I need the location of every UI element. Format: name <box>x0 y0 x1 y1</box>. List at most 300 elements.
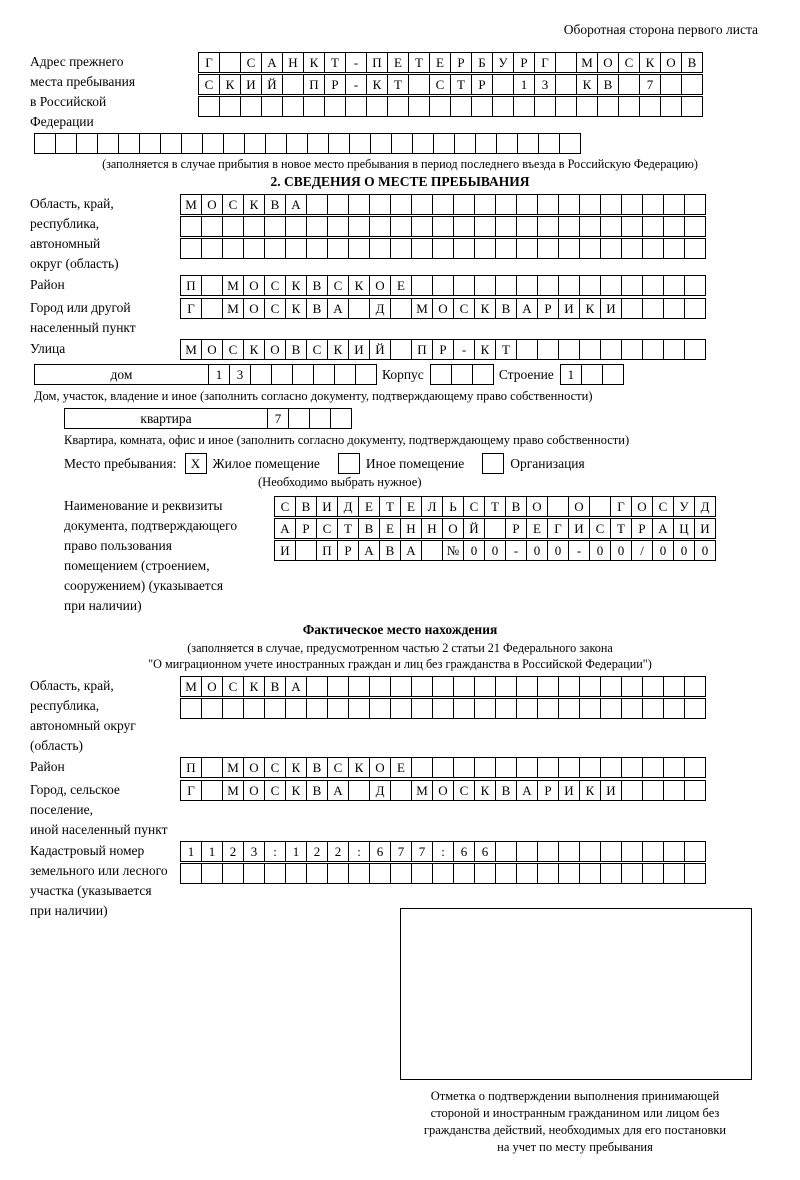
char-cell[interactable] <box>642 194 664 215</box>
char-cell[interactable]: С <box>618 52 640 73</box>
char-cell[interactable]: 1 <box>201 841 223 862</box>
char-cell[interactable] <box>496 133 518 154</box>
char-cell[interactable] <box>201 698 223 719</box>
char-cell[interactable] <box>684 841 706 862</box>
char-cell[interactable] <box>516 194 538 215</box>
char-cell[interactable] <box>600 216 622 237</box>
char-cell[interactable] <box>219 52 241 73</box>
char-cell[interactable] <box>474 194 496 215</box>
char-cell[interactable] <box>600 863 622 884</box>
char-cell[interactable] <box>558 863 580 884</box>
char-cell[interactable]: 1 <box>560 364 582 385</box>
char-cell[interactable]: Е <box>390 275 412 296</box>
char-cell[interactable] <box>642 216 664 237</box>
char-cell[interactable] <box>222 863 244 884</box>
char-cell[interactable] <box>313 364 335 385</box>
char-cell[interactable] <box>516 757 538 778</box>
char-cell[interactable]: А <box>516 298 538 319</box>
char-cell[interactable] <box>201 757 223 778</box>
char-cell[interactable] <box>261 96 283 117</box>
char-cell[interactable]: К <box>219 74 241 95</box>
char-cell[interactable] <box>642 238 664 259</box>
char-cell[interactable] <box>282 96 304 117</box>
char-cell[interactable] <box>118 133 140 154</box>
char-cell[interactable]: С <box>589 518 611 539</box>
char-cell[interactable] <box>642 298 664 319</box>
char-cell[interactable] <box>474 238 496 259</box>
char-cell[interactable]: К <box>366 74 388 95</box>
char-cell[interactable] <box>286 133 308 154</box>
char-cell[interactable]: И <box>558 780 580 801</box>
char-cell[interactable] <box>534 96 556 117</box>
char-cell[interactable]: 0 <box>463 540 485 561</box>
char-cell[interactable]: / <box>631 540 653 561</box>
char-cell[interactable]: О <box>631 496 653 517</box>
char-cell[interactable] <box>180 863 202 884</box>
char-cell[interactable] <box>579 841 601 862</box>
char-cell[interactable]: Т <box>484 496 506 517</box>
char-cell[interactable] <box>660 96 682 117</box>
char-cell[interactable] <box>285 863 307 884</box>
char-cell[interactable] <box>579 275 601 296</box>
char-cell[interactable]: Г <box>534 52 556 73</box>
char-cell[interactable] <box>579 676 601 697</box>
char-cell[interactable] <box>474 698 496 719</box>
char-cell[interactable] <box>453 275 475 296</box>
char-cell[interactable] <box>516 841 538 862</box>
char-cell[interactable] <box>579 194 601 215</box>
char-cell[interactable]: 0 <box>610 540 632 561</box>
char-cell[interactable]: К <box>285 298 307 319</box>
char-cell[interactable] <box>454 133 476 154</box>
char-cell[interactable]: С <box>264 780 286 801</box>
char-cell[interactable]: 2 <box>222 841 244 862</box>
char-cell[interactable]: Д <box>337 496 359 517</box>
char-cell[interactable] <box>684 194 706 215</box>
char-cell[interactable]: : <box>348 841 370 862</box>
char-cell[interactable]: П <box>316 540 338 561</box>
char-cell[interactable]: Е <box>526 518 548 539</box>
char-cell[interactable]: Е <box>358 496 380 517</box>
char-cell[interactable]: Р <box>505 518 527 539</box>
char-cell[interactable] <box>471 96 493 117</box>
char-cell[interactable] <box>327 698 349 719</box>
char-cell[interactable] <box>495 216 517 237</box>
char-cell[interactable] <box>240 96 262 117</box>
char-cell[interactable]: И <box>600 298 622 319</box>
char-cell[interactable] <box>600 275 622 296</box>
char-cell[interactable] <box>516 238 538 259</box>
char-cell[interactable]: О <box>243 780 265 801</box>
char-cell[interactable] <box>411 863 433 884</box>
char-cell[interactable]: 0 <box>547 540 569 561</box>
char-cell[interactable] <box>537 863 559 884</box>
char-cell[interactable] <box>412 133 434 154</box>
char-cell[interactable] <box>684 238 706 259</box>
char-cell[interactable] <box>684 275 706 296</box>
grid-row[interactable] <box>180 863 705 884</box>
char-cell[interactable] <box>303 96 325 117</box>
char-cell[interactable] <box>602 364 624 385</box>
char-cell[interactable]: М <box>180 676 202 697</box>
char-cell[interactable] <box>516 339 538 360</box>
char-cell[interactable]: С <box>240 52 262 73</box>
char-cell[interactable] <box>663 194 685 215</box>
char-cell[interactable] <box>453 194 475 215</box>
char-cell[interactable]: И <box>274 540 296 561</box>
char-cell[interactable]: М <box>576 52 598 73</box>
char-cell[interactable] <box>327 238 349 259</box>
char-cell[interactable] <box>516 676 538 697</box>
char-cell[interactable] <box>453 698 475 719</box>
char-cell[interactable]: В <box>379 540 401 561</box>
char-cell[interactable]: - <box>345 74 367 95</box>
street-grid[interactable] <box>180 339 705 360</box>
char-cell[interactable]: С <box>306 339 328 360</box>
char-cell[interactable] <box>453 238 475 259</box>
char-cell[interactable] <box>537 339 559 360</box>
char-cell[interactable] <box>390 298 412 319</box>
char-cell[interactable]: К <box>639 52 661 73</box>
char-cell[interactable]: А <box>327 298 349 319</box>
flat-cells[interactable] <box>267 408 351 429</box>
char-cell[interactable] <box>271 364 293 385</box>
char-cell[interactable] <box>475 133 497 154</box>
char-cell[interactable] <box>621 194 643 215</box>
char-cell[interactable] <box>639 96 661 117</box>
char-cell[interactable] <box>642 698 664 719</box>
char-cell[interactable]: Г <box>180 780 202 801</box>
char-cell[interactable] <box>411 216 433 237</box>
char-cell[interactable] <box>472 364 494 385</box>
char-cell[interactable] <box>432 238 454 259</box>
char-cell[interactable] <box>576 96 598 117</box>
char-cell[interactable]: М <box>411 298 433 319</box>
char-cell[interactable]: М <box>411 780 433 801</box>
char-cell[interactable] <box>387 96 409 117</box>
char-cell[interactable] <box>495 238 517 259</box>
char-cell[interactable] <box>513 96 535 117</box>
char-cell[interactable] <box>202 133 224 154</box>
char-cell[interactable] <box>684 863 706 884</box>
char-cell[interactable] <box>663 863 685 884</box>
char-cell[interactable]: В <box>306 298 328 319</box>
char-cell[interactable] <box>579 339 601 360</box>
char-cell[interactable]: В <box>358 518 380 539</box>
char-cell[interactable] <box>663 216 685 237</box>
char-cell[interactable] <box>306 216 328 237</box>
char-cell[interactable] <box>579 698 601 719</box>
char-cell[interactable]: О <box>201 194 223 215</box>
char-cell[interactable]: К <box>285 780 307 801</box>
char-cell[interactable] <box>600 698 622 719</box>
char-cell[interactable] <box>537 698 559 719</box>
char-cell[interactable] <box>390 194 412 215</box>
char-cell[interactable] <box>621 841 643 862</box>
char-cell[interactable]: К <box>474 780 496 801</box>
char-cell[interactable]: 6 <box>453 841 475 862</box>
char-cell[interactable] <box>390 676 412 697</box>
char-cell[interactable] <box>517 133 539 154</box>
char-cell[interactable] <box>558 275 580 296</box>
char-cell[interactable] <box>327 676 349 697</box>
char-cell[interactable]: Т <box>337 518 359 539</box>
char-cell[interactable] <box>264 238 286 259</box>
char-cell[interactable]: А <box>261 52 283 73</box>
char-cell[interactable]: В <box>681 52 703 73</box>
char-cell[interactable] <box>600 238 622 259</box>
char-cell[interactable] <box>97 133 119 154</box>
char-cell[interactable]: 3 <box>243 841 265 862</box>
char-cell[interactable] <box>537 676 559 697</box>
char-cell[interactable] <box>621 216 643 237</box>
char-cell[interactable] <box>538 133 560 154</box>
char-cell[interactable] <box>684 676 706 697</box>
char-cell[interactable] <box>660 74 682 95</box>
cadastral-grid[interactable] <box>180 841 705 885</box>
char-cell[interactable]: П <box>411 339 433 360</box>
char-cell[interactable] <box>369 676 391 697</box>
char-cell[interactable]: 6 <box>369 841 391 862</box>
char-cell[interactable]: В <box>306 275 328 296</box>
char-cell[interactable]: К <box>303 52 325 73</box>
char-cell[interactable]: Т <box>610 518 632 539</box>
char-cell[interactable]: О <box>597 52 619 73</box>
char-cell[interactable] <box>292 364 314 385</box>
char-cell[interactable]: Г <box>610 496 632 517</box>
char-cell[interactable] <box>621 275 643 296</box>
char-cell[interactable] <box>250 364 272 385</box>
char-cell[interactable] <box>348 863 370 884</box>
char-cell[interactable] <box>198 96 220 117</box>
char-cell[interactable] <box>642 339 664 360</box>
char-cell[interactable]: Й <box>261 74 283 95</box>
char-cell[interactable] <box>558 339 580 360</box>
char-cell[interactable] <box>432 676 454 697</box>
char-cell[interactable] <box>621 780 643 801</box>
char-cell[interactable] <box>621 238 643 259</box>
char-cell[interactable] <box>285 698 307 719</box>
char-cell[interactable] <box>681 96 703 117</box>
char-cell[interactable]: Е <box>400 496 422 517</box>
char-cell[interactable]: Р <box>513 52 535 73</box>
grid-row[interactable] <box>274 540 715 561</box>
char-cell[interactable]: Н <box>400 518 422 539</box>
char-cell[interactable] <box>684 339 706 360</box>
char-cell[interactable]: О <box>369 275 391 296</box>
char-cell[interactable]: Е <box>387 52 409 73</box>
char-cell[interactable] <box>516 275 538 296</box>
char-cell[interactable]: К <box>474 339 496 360</box>
char-cell[interactable] <box>495 863 517 884</box>
char-cell[interactable]: И <box>558 298 580 319</box>
char-cell[interactable]: Г <box>198 52 220 73</box>
char-cell[interactable]: Е <box>390 757 412 778</box>
char-cell[interactable]: : <box>432 841 454 862</box>
char-cell[interactable]: К <box>243 339 265 360</box>
char-cell[interactable] <box>306 194 328 215</box>
char-cell[interactable] <box>663 339 685 360</box>
char-cell[interactable] <box>348 216 370 237</box>
char-cell[interactable] <box>579 863 601 884</box>
char-cell[interactable] <box>684 698 706 719</box>
char-cell[interactable]: С <box>327 275 349 296</box>
char-cell[interactable]: 0 <box>589 540 611 561</box>
char-cell[interactable] <box>288 408 310 429</box>
char-cell[interactable] <box>355 364 377 385</box>
char-cell[interactable]: Р <box>471 74 493 95</box>
char-cell[interactable] <box>348 698 370 719</box>
char-cell[interactable] <box>684 216 706 237</box>
char-cell[interactable]: К <box>579 298 601 319</box>
char-cell[interactable]: О <box>432 298 454 319</box>
char-cell[interactable] <box>411 275 433 296</box>
char-cell[interactable] <box>201 298 223 319</box>
char-cell[interactable] <box>201 275 223 296</box>
previous-address-grid[interactable] <box>198 52 702 118</box>
char-cell[interactable]: № <box>442 540 464 561</box>
char-cell[interactable] <box>369 238 391 259</box>
char-cell[interactable] <box>642 841 664 862</box>
char-cell[interactable]: Р <box>337 540 359 561</box>
char-cell[interactable]: И <box>316 496 338 517</box>
char-cell[interactable]: Б <box>471 52 493 73</box>
char-cell[interactable]: К <box>243 676 265 697</box>
char-cell[interactable] <box>474 757 496 778</box>
char-cell[interactable]: Т <box>387 74 409 95</box>
char-cell[interactable] <box>684 757 706 778</box>
grid-row[interactable] <box>180 238 705 259</box>
char-cell[interactable] <box>474 275 496 296</box>
char-cell[interactable]: А <box>400 540 422 561</box>
char-cell[interactable] <box>663 841 685 862</box>
grid-row[interactable] <box>180 216 705 237</box>
char-cell[interactable] <box>201 780 223 801</box>
char-cell[interactable] <box>495 698 517 719</box>
checkbox-organizacia[interactable] <box>482 453 504 474</box>
char-cell[interactable] <box>621 676 643 697</box>
grid-row[interactable] <box>274 496 715 517</box>
char-cell[interactable]: А <box>285 194 307 215</box>
actual-city-grid[interactable] <box>180 780 705 801</box>
char-cell[interactable] <box>600 757 622 778</box>
char-cell[interactable] <box>681 74 703 95</box>
char-cell[interactable] <box>579 238 601 259</box>
char-cell[interactable]: С <box>463 496 485 517</box>
char-cell[interactable]: Т <box>379 496 401 517</box>
char-cell[interactable] <box>516 863 538 884</box>
char-cell[interactable]: О <box>369 757 391 778</box>
char-cell[interactable] <box>264 216 286 237</box>
char-cell[interactable] <box>663 275 685 296</box>
char-cell[interactable] <box>642 275 664 296</box>
char-cell[interactable]: Р <box>295 518 317 539</box>
char-cell[interactable]: М <box>222 757 244 778</box>
char-cell[interactable]: М <box>222 298 244 319</box>
char-cell[interactable]: Т <box>450 74 472 95</box>
char-cell[interactable] <box>495 275 517 296</box>
char-cell[interactable] <box>348 676 370 697</box>
char-cell[interactable] <box>618 96 640 117</box>
char-cell[interactable] <box>621 757 643 778</box>
district-grid[interactable] <box>180 275 705 296</box>
char-cell[interactable] <box>432 863 454 884</box>
char-cell[interactable] <box>243 863 265 884</box>
char-cell[interactable]: Р <box>450 52 472 73</box>
char-cell[interactable]: С <box>222 339 244 360</box>
char-cell[interactable]: К <box>348 757 370 778</box>
char-cell[interactable] <box>600 339 622 360</box>
char-cell[interactable]: О <box>201 339 223 360</box>
checkbox-inoe[interactable] <box>338 453 360 474</box>
char-cell[interactable]: О <box>243 275 265 296</box>
char-cell[interactable]: А <box>285 676 307 697</box>
char-cell[interactable] <box>621 339 643 360</box>
char-cell[interactable]: 1 <box>180 841 202 862</box>
char-cell[interactable]: Р <box>631 518 653 539</box>
char-cell[interactable] <box>306 698 328 719</box>
char-cell[interactable] <box>474 676 496 697</box>
char-cell[interactable]: И <box>348 339 370 360</box>
char-cell[interactable]: 7 <box>267 408 289 429</box>
checkbox-zhiloe[interactable]: X <box>185 453 207 474</box>
grid-row[interactable] <box>198 74 702 95</box>
char-cell[interactable]: Д <box>369 780 391 801</box>
char-cell[interactable]: Ц <box>673 518 695 539</box>
char-cell[interactable] <box>579 757 601 778</box>
grid-row[interactable] <box>180 194 705 215</box>
char-cell[interactable] <box>201 216 223 237</box>
char-cell[interactable] <box>285 216 307 237</box>
char-cell[interactable]: С <box>222 676 244 697</box>
char-cell[interactable]: С <box>429 74 451 95</box>
char-cell[interactable]: В <box>597 74 619 95</box>
char-cell[interactable]: 0 <box>526 540 548 561</box>
char-cell[interactable]: К <box>285 757 307 778</box>
char-cell[interactable] <box>265 133 287 154</box>
char-cell[interactable] <box>474 863 496 884</box>
char-cell[interactable] <box>558 238 580 259</box>
char-cell[interactable] <box>474 216 496 237</box>
char-cell[interactable] <box>348 298 370 319</box>
char-cell[interactable] <box>34 133 56 154</box>
char-cell[interactable]: К <box>243 194 265 215</box>
char-cell[interactable] <box>222 216 244 237</box>
char-cell[interactable] <box>516 698 538 719</box>
char-cell[interactable]: - <box>453 339 475 360</box>
char-cell[interactable]: Т <box>408 52 430 73</box>
char-cell[interactable]: М <box>180 339 202 360</box>
char-cell[interactable]: А <box>516 780 538 801</box>
char-cell[interactable] <box>309 408 331 429</box>
char-cell[interactable]: 0 <box>484 540 506 561</box>
char-cell[interactable]: Г <box>547 518 569 539</box>
char-cell[interactable] <box>181 133 203 154</box>
region-grid[interactable] <box>180 194 705 260</box>
char-cell[interactable] <box>295 540 317 561</box>
char-cell[interactable] <box>324 96 346 117</box>
char-cell[interactable]: В <box>505 496 527 517</box>
char-cell[interactable]: 0 <box>694 540 716 561</box>
char-cell[interactable] <box>180 698 202 719</box>
char-cell[interactable] <box>328 133 350 154</box>
char-cell[interactable]: Р <box>537 298 559 319</box>
char-cell[interactable] <box>282 74 304 95</box>
char-cell[interactable] <box>559 133 581 154</box>
char-cell[interactable] <box>621 863 643 884</box>
char-cell[interactable] <box>348 194 370 215</box>
char-cell[interactable]: - <box>505 540 527 561</box>
